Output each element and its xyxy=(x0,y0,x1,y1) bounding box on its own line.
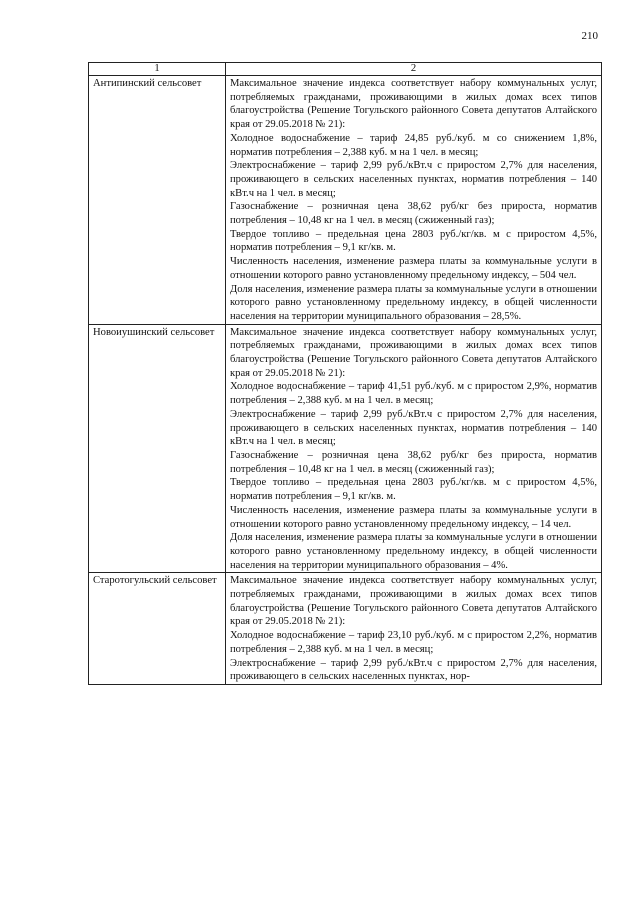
paragraph: Электроснабжение – тариф 2,99 руб./кВт.ч с приростом 2,7% для населения, проживающего в сельских населенных пунктах, норматив потребления – 140 кВт.ч на 1 чел. в месяц; xyxy=(230,160,597,199)
paragraph: Численность населения, изменение размера платы за коммунальные услуги в отношении которого равно установленному предельному индексу, – 14 чел. xyxy=(230,504,597,530)
paragraph: Максимальное значение индекса соответствует набору коммунальных услуг, потребляемых гражданами, проживающими в жилых домах всех типов благоустройства (Решение Тогульского районного Совета депутатов Алтайского края от 29.05.2018 № 21): xyxy=(230,326,597,379)
region-description xyxy=(226,324,602,573)
paragraph: Холодное водоснабжение – тариф 24,85 руб./куб. м со снижением 1,8%, норматив потребления – 2,388 куб. м на 1 чел. в месяц; xyxy=(230,132,597,158)
paragraph: Электроснабжение – тариф 2,99 руб./кВт.ч с приростом 2,7% для населения, проживающего в сельских населенных пунктах, нор- xyxy=(230,657,597,683)
region-description xyxy=(226,573,602,685)
paragraph: Доля населения, изменение размера платы за коммунальные услуги в отношении которого равно установленному предельному индексу, в общей численности населения на территории муниципального образования – 4%. xyxy=(230,532,597,571)
paragraph: Твердое топливо – предельная цена 2803 руб./кг/кв. м с приростом 4,5%, норматив потребления – 9,1 кг/кв. м. xyxy=(230,477,597,503)
region-name: Старотогульский сельсовет xyxy=(89,573,226,685)
paragraph: Холодное водоснабжение – тариф 23,10 руб./куб. м с приростом 2,2%, норматив потребления – 2,388 куб. м на 1 чел. в месяц; xyxy=(230,630,597,655)
tariff-table xyxy=(88,62,602,685)
paragraph: Холодное водоснабжение – тариф 41,51 руб./куб. м с приростом 2,9%, норматив потребления – 2,388 куб. м на 1 чел. в месяц; xyxy=(230,381,597,407)
table-row xyxy=(89,324,602,573)
table-header-row xyxy=(89,63,602,76)
paragraph: Твердое топливо – предельная цена 2803 руб./кг/кв. м с приростом 4,5%, норматив потребления – 9,1 кг/кв. м. xyxy=(230,228,597,254)
paragraph: Максимальное значение индекса соответствует набору коммунальных услуг, потребляемых гражданами, проживающими в жилых домах всех типов благоустройства (Решение Тогульского районного Совета депутатов Алтайского края от 29.05.2018 № 21): xyxy=(230,78,597,131)
paragraph: Электроснабжение – тариф 2,99 руб./кВт.ч с приростом 2,7% для населения, проживающего в сельских населенных пунктах, норматив потребления – 140 кВт.ч на 1 чел. в месяц; xyxy=(230,408,597,448)
table-row xyxy=(89,76,602,325)
region-name: Новоиушинский сельсовет xyxy=(89,324,226,573)
region-name: Антипинский сельсовет xyxy=(89,76,226,325)
paragraph: Газоснабжение – розничная цена 38,62 руб/кг без прироста, норматив потребления – 10,48 кг на 1 чел. в месяц (сжиженный газ); xyxy=(230,449,597,475)
region-description xyxy=(226,76,602,325)
column-header-1: 1 xyxy=(89,63,226,76)
page-number: 210 xyxy=(581,30,598,42)
paragraph: Численность населения, изменение размера платы за коммунальные услуги в отношении которого равно установленному предельному индексу, – 504 чел. xyxy=(230,256,597,281)
column-header-2: 2 xyxy=(226,63,602,76)
paragraph: Газоснабжение – розничная цена 38,62 руб/кг без прироста, норматив потребления – 10,48 кг на 1 чел. в месяц (сжиженный газ); xyxy=(230,201,597,227)
paragraph: Доля населения, изменение размера платы за коммунальные услуги в отношении которого равно установленному предельному индексу, в общей численности населения на территории муниципального образования – 28,5%. xyxy=(230,283,597,322)
table-row xyxy=(89,573,602,685)
paragraph: Максимальное значение индекса соответствует набору коммунальных услуг, потребляемых гражданами, проживающими в жилых домах всех типов благоустройства (Решение Тогульского районного Совета депутатов Алтайского края от 29.05.2018 № 21): xyxy=(230,575,597,628)
